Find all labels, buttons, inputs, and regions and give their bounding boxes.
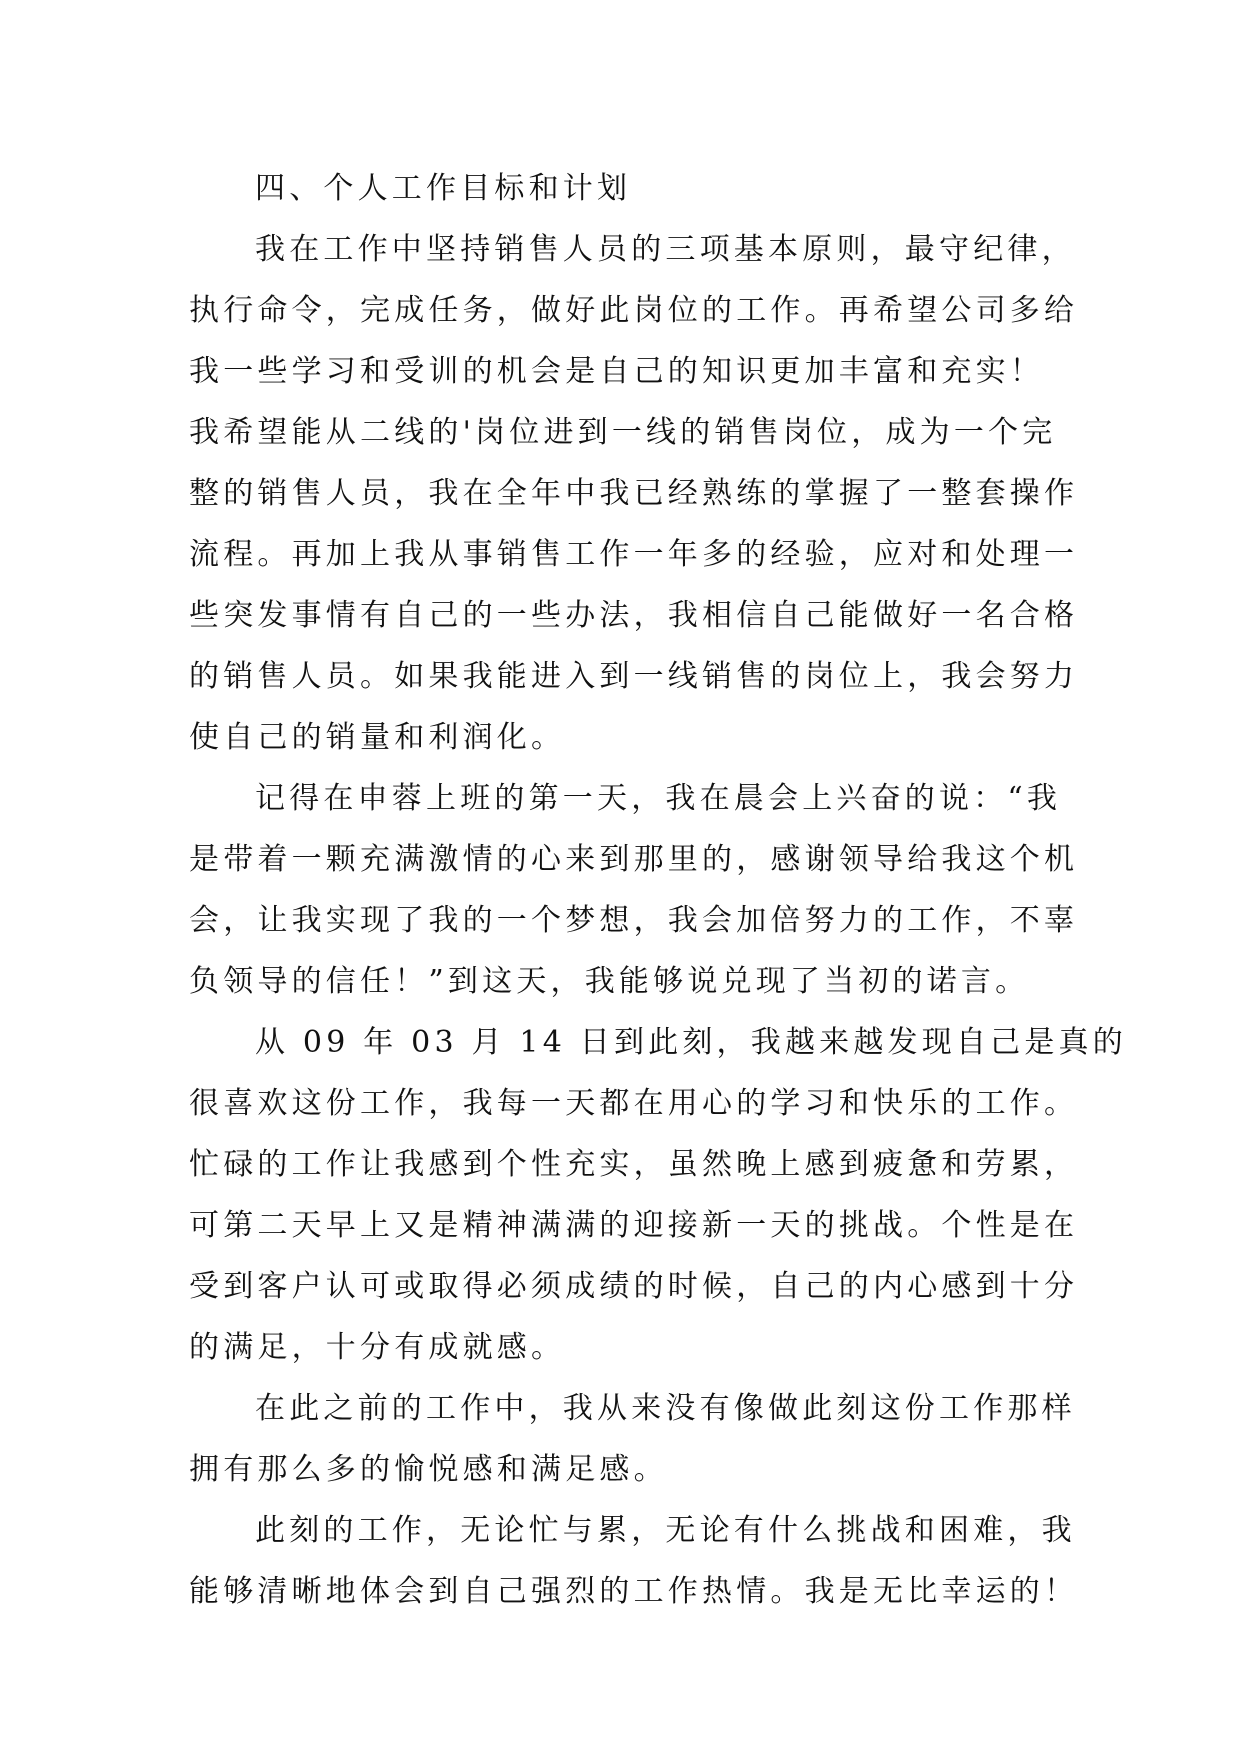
paragraph-line: 些突发事情有自己的一些办法，我相信自己能做好一名合格 [189,598,1079,633]
paragraph-line: 会，让我实现了我的一个梦想，我会加倍努力的工作，不辜 [189,903,1079,938]
paragraph-line: 我在工作中坚持销售人员的三项基本原则，最守纪律， [255,232,1076,267]
paragraph-line: 从 09 年 03 月 14 日到此刻，我越来越发现自己是真的 [255,1025,1127,1060]
paragraph-line: 负领导的信任！”到这天，我能够说兑现了当初的诺言。 [189,964,1030,999]
paragraph-line: 可第二天早上又是精神满满的迎接新一天的挑战。个性是在 [189,1208,1079,1243]
paragraph-line: 忙碌的工作让我感到个性充实，虽然晚上感到疲惫和劳累， [189,1147,1079,1182]
paragraph-line: 此刻的工作，无论忙与累，无论有什么挑战和困难，我 [255,1513,1076,1548]
paragraph-line: 在此之前的工作中，我从来没有像做此刻这份工作那样 [255,1391,1076,1426]
paragraph-line: 的满足，十分有成就感。 [189,1330,566,1365]
paragraph-line: 流程。再加上我从事销售工作一年多的经验，应对和处理一 [189,537,1079,572]
paragraph-line: 我一些学习和受训的机会是自己的知识更加丰富和充实！ [189,354,1044,389]
paragraph-line: 能够清晰地体会到自己强烈的工作热情。我是无比幸运的！ [189,1574,1079,1609]
paragraph-line: 执行命令，完成任务，做好此岗位的工作。再希望公司多给 [189,293,1079,328]
paragraph-line: 是带着一颗充满激情的心来到那里的，感谢领导给我这个机 [189,842,1079,877]
document-body [189,158,1127,1622]
paragraph-line: 使自己的销量和利润化。 [189,720,566,755]
paragraph-line: 很喜欢这份工作，我每一天都在用心的学习和快乐的工作。 [189,1086,1079,1121]
paragraph-line: 拥有那么多的愉悦感和满足感。 [189,1452,668,1487]
paragraph-line: 记得在申蓉上班的第一天，我在晨会上兴奋的说：“我 [255,781,1062,816]
paragraph-line: 受到客户认可或取得必须成绩的时候，自己的内心感到十分 [189,1269,1079,1304]
section-heading: 四、个人工作目标和计划 [255,171,632,206]
paragraph-line: 我希望能从二线的'岗位进到一线的销售岗位，成为一个完 [189,415,1057,450]
paragraph-line: 整的销售人员，我在全年中我已经熟练的掌握了一整套操作 [189,476,1079,511]
paragraph-line: 的销售人员。如果我能进入到一线销售的岗位上，我会努力 [189,659,1079,694]
